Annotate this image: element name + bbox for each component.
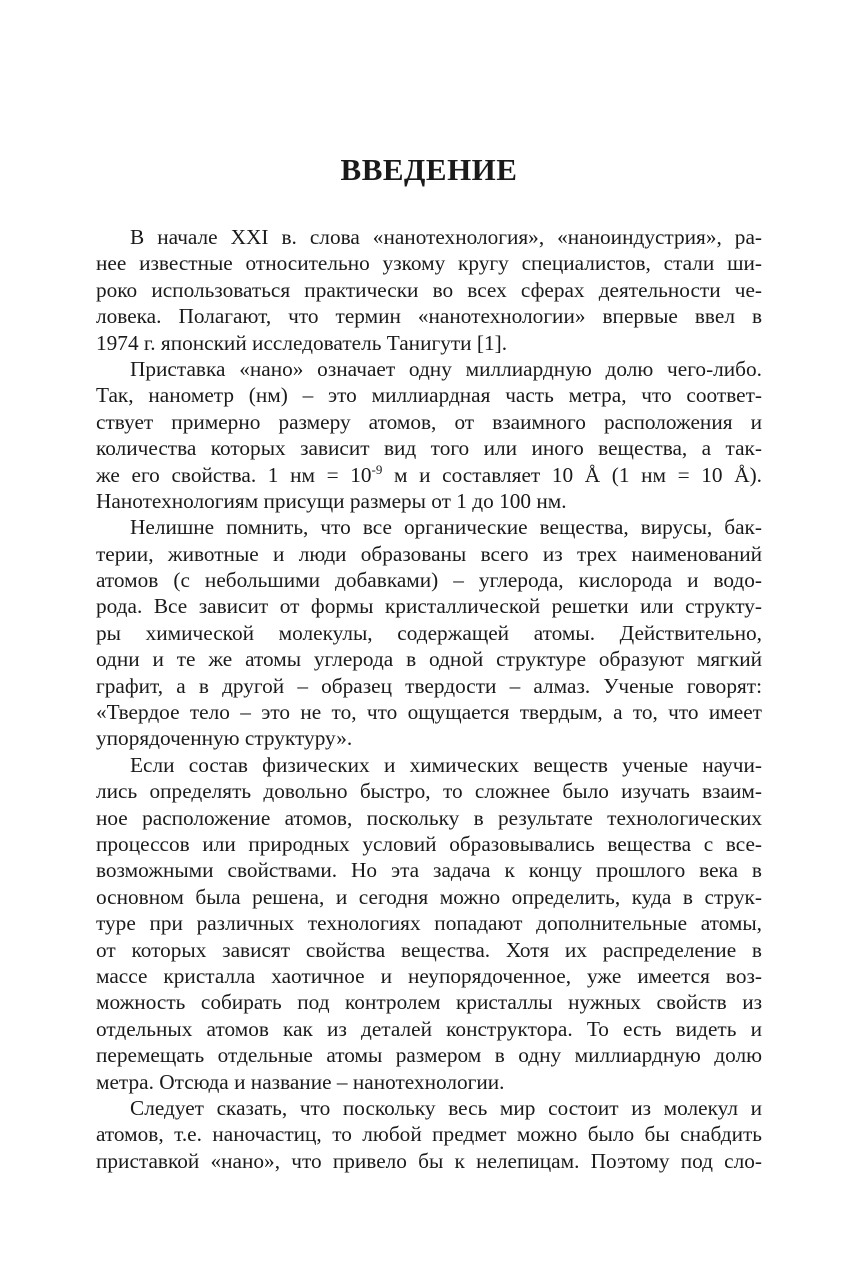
text-line: ловека. Полагают, что термин «нанотехнологии» впервые ввел в xyxy=(96,304,762,329)
text-line: 1974 г. японский исследователь Танигути [1]. xyxy=(96,330,508,355)
text-line: атомов (с небольшими добавками) – углерода, кислорода и водо- xyxy=(96,568,762,593)
text-line: атомов, т.е. наночастиц, то любой предмет можно было бы снабдить xyxy=(96,1122,762,1147)
text-line: Если состав физических и химических веществ ученые научи- xyxy=(130,752,762,777)
text-line: лись определять довольно быстро, то сложнее было изучать взаим- xyxy=(96,779,762,804)
paragraph xyxy=(96,514,762,752)
text-line: основном была решена, и сегодня можно определить, куда в струк- xyxy=(96,884,762,909)
text-line: роко использоваться практически во всех сферах деятельности че- xyxy=(96,277,762,302)
text-line: можность собирать под контролем кристаллы нужных свойств из xyxy=(96,990,762,1015)
paragraph xyxy=(96,224,762,356)
text-line: приставкой «нано», что привело бы к нелепицам. Поэтому под сло- xyxy=(96,1148,762,1173)
text-line: ствует примерно размеру атомов, от взаимного расположения и xyxy=(96,409,762,434)
text-line: «Твердое тело – это не то, что ощущается твердым, а то, что имеет xyxy=(96,700,762,725)
exponent: -9 xyxy=(371,461,383,477)
text-line: Следует сказать, что поскольку весь мир состоит из молекул и xyxy=(130,1095,762,1120)
text-line: Приставка «нано» означает одну миллиардную долю чего-либо. xyxy=(130,356,762,381)
text-line: рода. Все зависит от формы кристаллической решетки или структу- xyxy=(96,594,762,619)
text-line: количества которых зависит вид того или иного вещества, а так- xyxy=(96,436,762,461)
text-line: нее известные относительно узкому кругу специалистов, стали ши- xyxy=(96,251,762,276)
page-content xyxy=(96,150,762,1174)
text-line: метра. Отсюда и название – нанотехнологии. xyxy=(96,1069,505,1094)
chapter-heading: ВВЕДЕНИЕ xyxy=(340,152,518,187)
text-line: перемещать отдельные атомы размером в одну миллиардную долю xyxy=(96,1043,762,1068)
body-text xyxy=(96,224,762,1174)
text-line: Нанотехнологиям присущи размеры от 1 до 100 нм. xyxy=(96,488,567,513)
text-line: процессов или природных условий образовывались вещества с все- xyxy=(96,831,762,856)
text-line: ное расположение атомов, поскольку в результате технологических xyxy=(96,805,762,830)
text-line: терии, животные и люди образованы всего из трех наименований xyxy=(96,541,762,566)
text-line: отдельных атомов как из деталей конструктора. То есть видеть и xyxy=(96,1016,762,1041)
text-line: Нелишне помнить, что все органические вещества, вирусы, бак- xyxy=(130,515,762,540)
text-line: возможными свойствами. Но эта задача к концу прошлого века в xyxy=(96,858,762,883)
paragraph xyxy=(96,1095,762,1174)
text-line: упорядоченную структуру». xyxy=(96,726,353,751)
text-line: одни и те же атомы углерода в одной структуре образуют мягкий xyxy=(96,647,762,672)
text-line: же его свойства. 1 нм = $10^{-9}$ м и составляет 10 Å (1 нм = 10 Å). xyxy=(96,461,763,487)
paragraph xyxy=(96,356,762,514)
text-line: ры химической молекулы, содержащей атомы. Действительно, xyxy=(96,620,762,645)
text-line: Так, нанометр (нм) – это миллиардная часть метра, что соответ- xyxy=(96,383,762,408)
text-line: от которых зависят свойства вещества. Хотя их распределение в xyxy=(96,937,762,962)
text-line: туре при различных технологиях попадают дополнительные атомы, xyxy=(96,911,762,936)
text-line: графит, а в другой – образец твердости – алмаз. Ученые говорят: xyxy=(96,673,762,698)
text-line: массе кристалла хаотичное и неупорядоченное, уже имеется воз- xyxy=(96,963,762,988)
paragraph xyxy=(96,752,762,1095)
text-line: В начале XXI в. слова «нанотехнология», «наноиндустрия», ра- xyxy=(130,225,762,249)
